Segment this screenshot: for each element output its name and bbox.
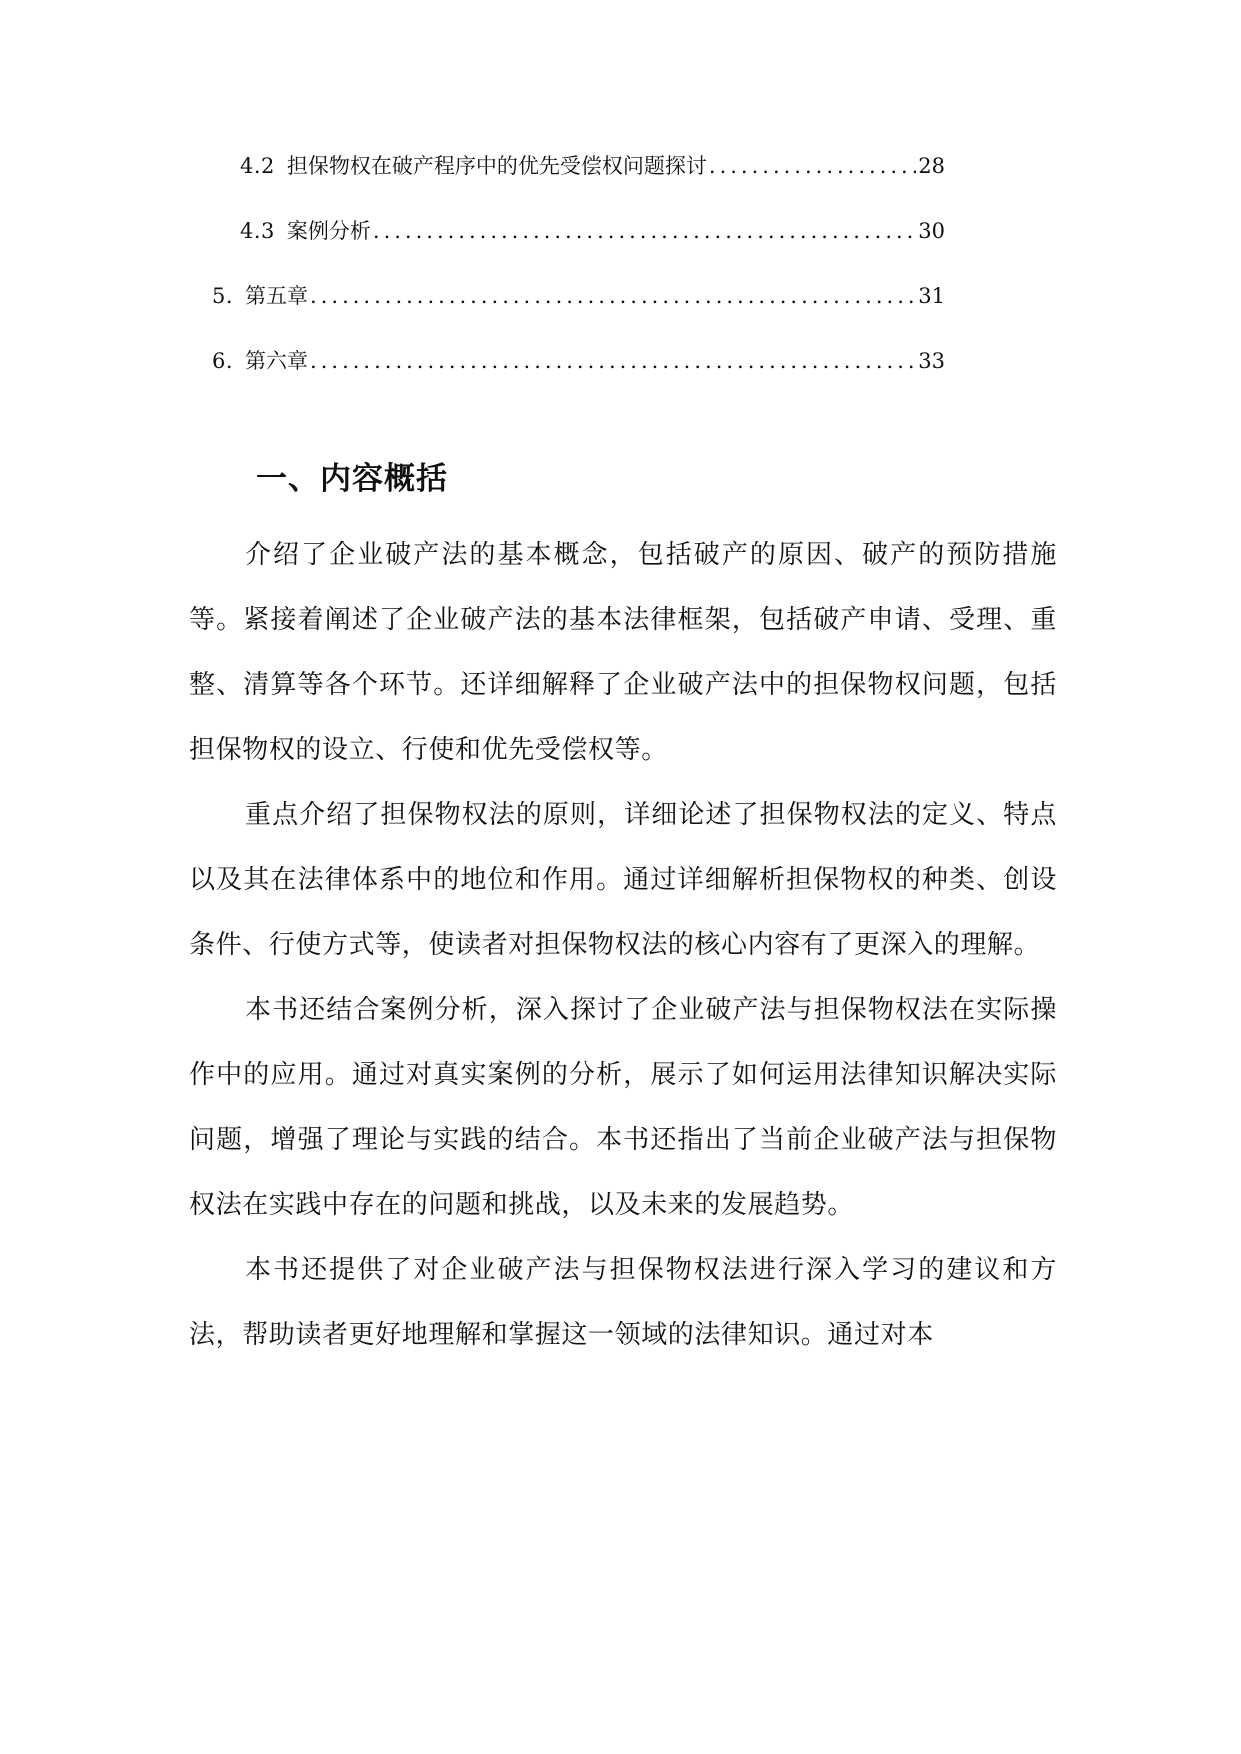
toc-entry[interactable] xyxy=(240,151,945,181)
toc-leader-dots xyxy=(709,151,916,181)
toc-entry[interactable] xyxy=(212,346,945,376)
toc-entry-page: 28 xyxy=(918,154,945,178)
toc-entry-number: 6. xyxy=(212,349,234,373)
toc-entry-title: 第六章 xyxy=(245,349,309,373)
toc-entry-title: 担保物权在破产程序中的优先受偿权问题探讨 xyxy=(286,154,707,178)
toc-entry-page: 31 xyxy=(918,284,945,308)
toc-entry-number: 5. xyxy=(212,284,234,308)
paragraph: 本书还提供了对企业破产法与担保物权法进行深入学习的建议和方法，帮助读者更好地理解和掌握这一领域的法律知识。通过对本 xyxy=(189,1255,1057,1350)
toc-leader-dots xyxy=(373,216,916,246)
paragraph: 重点介绍了担保物权法的原则，详细论述了担保物权法的定义、特点以及其在法律体系中的地位和作用。通过详细解析担保物权的种类、创设条件、行使方式等，使读者对担保物权法的核心内容有了更深入的理解。 xyxy=(189,800,1057,960)
toc-entry-page: 30 xyxy=(918,219,945,243)
toc-entry-number: 4.3 xyxy=(240,219,275,243)
section-heading: 一、内容概括 xyxy=(256,460,448,497)
body-text xyxy=(189,523,1057,1368)
toc-entry-number: 4.2 xyxy=(240,154,275,178)
toc-leader-dots xyxy=(310,346,916,376)
toc-leader-dots xyxy=(310,281,916,311)
toc-entry-title: 案例分析 xyxy=(286,219,371,243)
toc-entry[interactable] xyxy=(212,281,945,311)
paragraph: 介绍了企业破产法的基本概念，包括破产的原因、破产的预防措施等。紧接着阐述了企业破产法的基本法律框架，包括破产申请、受理、重整、清算等各个环节。还详细解释了企业破产法中的担保物权问题，包括担保物权的设立、行使和优先受偿权等。 xyxy=(189,540,1057,765)
paragraph: 本书还结合案例分析，深入探讨了企业破产法与担保物权法在实际操作中的应用。通过对真实案例的分析，展示了如何运用法律知识解决实际问题，增强了理论与实践的结合。本书还指出了当前企业破产法与担保物权法在实践中存在的问题和挑战，以及未来的发展趋势。 xyxy=(189,995,1057,1220)
toc-entry[interactable] xyxy=(240,216,945,246)
toc-entry-title: 第五章 xyxy=(245,284,309,308)
toc-entry-page: 33 xyxy=(918,349,945,373)
